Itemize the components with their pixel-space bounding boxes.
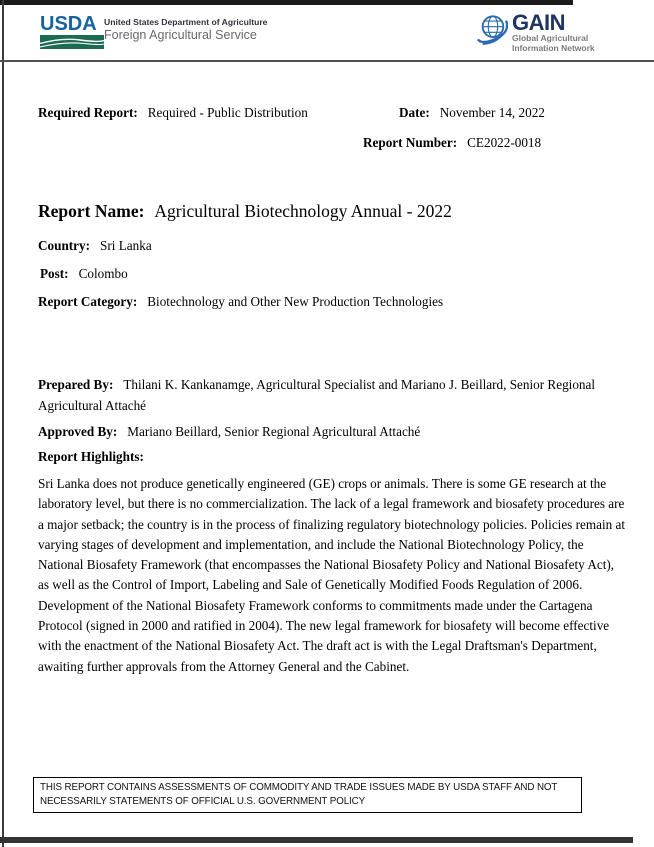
disclaimer-box [33, 777, 582, 813]
bottom-edge-bar [0, 837, 633, 843]
usda-wordmark: USDA [40, 13, 97, 35]
date-label: Date: [399, 105, 430, 120]
post-label: Post: [40, 266, 69, 281]
report-name-row [38, 200, 452, 222]
disclaimer-text: THIS REPORT CONTAINS ASSESSMENTS OF COMMODITY AND TRADE ISSUES MADE BY USDA STAFF AND NOT NECESSARILY STATEMENTS OF OFFICIAL U.S. GOVERNMENT POLICY [40, 782, 558, 807]
header-divider [0, 60, 654, 62]
report-name-label: Report Name: [38, 201, 145, 221]
approved-by-value: Mariano Beillard, Senior Regional Agricultural Attaché [127, 424, 421, 439]
report-highlights-label: Report Highlights: [38, 449, 144, 464]
report-category-row [38, 293, 443, 310]
prepared-by-value: Thilani K. Kankanamge, Agricultural Specialist and Mariano J. Beillard, Senior Regional Agricultural Attaché [38, 377, 596, 413]
report-name-value: Agricultural Biotechnology Annual - 2022 [154, 201, 452, 221]
report-number-value: CE2022-0018 [467, 135, 542, 150]
post-value: Colombo [78, 266, 128, 281]
agency-service-line: Foreign Agricultural Service [104, 28, 257, 42]
required-report-row [38, 104, 308, 121]
report-category-value: Biotechnology and Other New Production Technologies [147, 294, 444, 309]
report-highlights-text: Sri Lanka does not produce genetically engineered (GE) crops or animals. There is some GE research at the laboratory level, but there is no commercialization. The lack of a legal framework and biosafety procedures are a major setback; the country is in the process of finalizing regulatory biotechnology policies. Policies remain at varying stages of development and implementation, and include the National Biotechnology Policy, the National Biosafety Framework (that encompasses the National Biosafety Policy and National Biosafety Act), as well as the Control of Import, Labeling and Sale of Genetically Modified Foods Regulation of 2006. Development of the National Biosafety Framework conforms to commitments made under the Cartagena Protocol (signed in 2000 and ratified in 2004). The new legal framework for biosafety will become effective with the enactment of the National Biosafety Act. The draft act is with the Legal Draftsman's Department, awaiting further approvals from the Attorney General and the Cabinet. [38, 476, 626, 674]
date-value: November 14, 2022 [439, 105, 545, 120]
gain-logo [477, 10, 595, 53]
date-row [399, 104, 545, 121]
country-row [38, 237, 152, 254]
country-value: Sri Lanka [100, 238, 152, 253]
top-edge-bar [0, 0, 573, 5]
report-category-label: Report Category: [38, 294, 138, 309]
report-number-label: Report Number: [363, 135, 458, 150]
country-label: Country: [38, 238, 91, 253]
gain-subtitle-line2: Information Network [512, 43, 595, 53]
approved-by-row [38, 423, 420, 440]
agency-department-line: United States Department of Agriculture [104, 17, 268, 27]
required-report-label: Required Report: [38, 105, 138, 120]
prepared-by-label: Prepared By: [38, 377, 114, 392]
agency-title-block [104, 17, 267, 43]
post-row [40, 265, 128, 282]
approved-by-label: Approved By: [38, 424, 118, 439]
gain-subtitle-line1: Global Agricultural [512, 33, 589, 43]
report-highlights-heading [38, 448, 144, 465]
left-edge-line [2, 0, 4, 847]
required-report-value: Required - Public Distribution [147, 105, 308, 120]
gain-wordmark: GAIN [512, 10, 565, 35]
gain-title-block [512, 10, 595, 53]
prepared-by-row [38, 375, 606, 416]
report-number-row [363, 134, 541, 151]
globe-icon [477, 13, 508, 46]
usda-logo [40, 14, 106, 49]
usda-green-field-icon [40, 35, 104, 49]
